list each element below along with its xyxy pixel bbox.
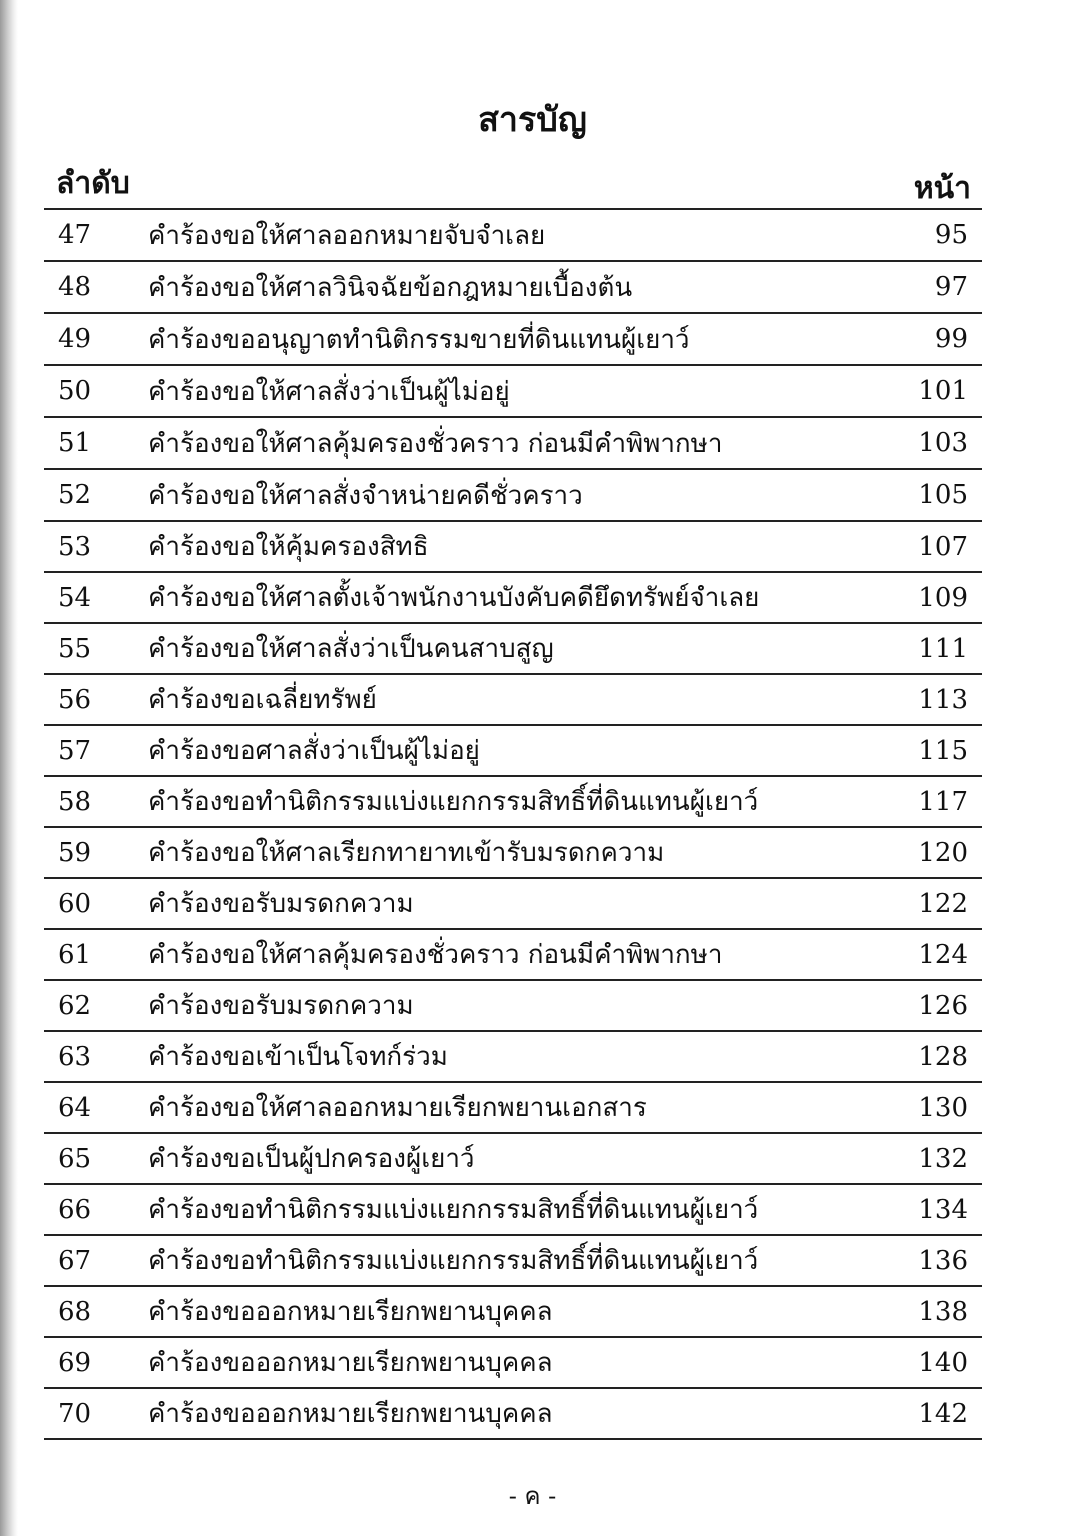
entry-number: 69 — [58, 1347, 92, 1378]
entry-page-number: 117 — [918, 786, 968, 817]
entry-number: 59 — [58, 837, 92, 868]
entry-page-number: 140 — [918, 1347, 968, 1378]
entry-title: คำร้องขออนุญาตทำนิติกรรมขายที่ดินแทนผู้เยาว์ — [148, 324, 690, 355]
toc-row — [44, 1287, 982, 1338]
entry-number: 47 — [58, 220, 92, 250]
entry-number: 64 — [58, 1092, 92, 1123]
entry-page-number: 113 — [918, 684, 968, 715]
entry-title: คำร้องขอเป็นผู้ปกครองผู้เยาว์ — [148, 1144, 475, 1174]
entry-title: คำร้องขอให้ศาลวินิจฉัยข้อกฎหมายเบื้องต้น — [148, 272, 633, 303]
entry-title: คำร้องขอให้ศาลตั้งเจ้าพนักงานบังคับคดียึดทรัพย์จำเลย — [148, 583, 760, 613]
entry-page-number: 95 — [934, 220, 968, 250]
entry-page-number: 126 — [918, 990, 968, 1021]
entry-page-number: 103 — [918, 428, 968, 458]
toc-row — [44, 470, 982, 522]
toc-row — [44, 262, 982, 314]
toc-row — [44, 210, 982, 262]
entry-title: คำร้องขอให้ศาลสั่งว่าเป็นผู้ไม่อยู่ — [148, 376, 510, 407]
entry-page-number: 136 — [918, 1245, 968, 1276]
toc-row — [44, 675, 982, 726]
toc-row — [44, 366, 982, 418]
entry-title: คำร้องขอให้ศาลคุ้มครองชั่วคราว ก่อนมีคำพิพากษา — [148, 940, 723, 970]
table-of-contents — [44, 208, 982, 1440]
entry-page-number: 132 — [918, 1143, 968, 1174]
entry-title: คำร้องขอรับมรดกความ — [148, 991, 414, 1021]
entry-number: 70 — [58, 1398, 92, 1429]
entry-number: 62 — [58, 990, 92, 1021]
entry-title: คำร้องขอเข้าเป็นโจทก์ร่วม — [148, 1042, 448, 1072]
entry-number: 56 — [58, 684, 92, 715]
entry-page-number: 115 — [918, 735, 968, 766]
toc-row — [44, 828, 982, 879]
page-title: สารบัญ — [478, 100, 587, 140]
column-header-order: ลำดับ — [56, 166, 130, 201]
entry-title: คำร้องขอให้ศาลสั่งว่าเป็นคนสาบสูญ — [148, 634, 554, 664]
entry-number: 66 — [58, 1194, 92, 1225]
toc-row — [44, 777, 982, 828]
entry-number: 63 — [58, 1041, 92, 1072]
entry-title: คำร้องขอรับมรดกความ — [148, 889, 414, 919]
entry-number: 54 — [58, 582, 92, 613]
entry-page-number: 101 — [918, 376, 968, 406]
page-footer: - ค - — [508, 1482, 557, 1510]
entry-title: คำร้องขอให้ศาลคุ้มครองชั่วคราว ก่อนมีคำพิพากษา — [148, 428, 723, 459]
entry-number: 57 — [58, 735, 92, 766]
entry-page-number: 134 — [918, 1194, 968, 1225]
entry-page-number: 138 — [918, 1296, 968, 1327]
entry-title: คำร้องขอออกหมายเรียกพยานบุคคล — [148, 1348, 553, 1378]
entry-number: 60 — [58, 888, 92, 919]
entry-page-number: 120 — [918, 837, 968, 868]
entry-page-number: 107 — [918, 531, 968, 562]
toc-row — [44, 1389, 982, 1440]
column-header-page: หน้า — [913, 171, 971, 206]
entry-title: คำร้องขอออกหมายเรียกพยานบุคคล — [148, 1399, 553, 1429]
entry-title: คำร้องขอออกหมายเรียกพยานบุคคล — [148, 1297, 553, 1327]
entry-title: คำร้องขอให้คุ้มครองสิทธิ — [148, 532, 429, 562]
entry-page-number: 109 — [918, 582, 968, 613]
entry-page-number: 97 — [934, 272, 968, 302]
entry-page-number: 124 — [918, 939, 968, 970]
toc-row — [44, 573, 982, 624]
entry-page-number: 105 — [918, 480, 968, 510]
toc-row — [44, 1236, 982, 1287]
entry-title: คำร้องขอทำนิติกรรมแบ่งแยกกรรมสิทธิ์ที่ดินแทนผู้เยาว์ — [148, 787, 759, 817]
entry-title: คำร้องขอให้ศาลสั่งจำหน่ายคดีชั่วคราว — [148, 480, 583, 511]
entry-number: 50 — [58, 376, 92, 406]
entry-title: คำร้องขอให้ศาลออกหมายเรียกพยานเอกสาร — [148, 1093, 647, 1123]
entry-number: 65 — [58, 1143, 92, 1174]
entry-number: 55 — [58, 633, 92, 664]
scan-shadow-edge — [0, 0, 18, 1536]
toc-row — [44, 879, 982, 930]
toc-row — [44, 1083, 982, 1134]
toc-row — [44, 418, 982, 470]
entry-number: 49 — [58, 324, 92, 354]
entry-number: 52 — [58, 480, 92, 510]
entry-title: คำร้องขอทำนิติกรรมแบ่งแยกกรรมสิทธิ์ที่ดินแทนผู้เยาว์ — [148, 1246, 759, 1276]
entry-page-number: 122 — [918, 888, 968, 919]
toc-row — [44, 981, 982, 1032]
entry-title: คำร้องขอศาลสั่งว่าเป็นผู้ไม่อยู่ — [148, 736, 480, 766]
entry-title: คำร้องขอเฉลี่ยทรัพย์ — [148, 685, 377, 715]
toc-row — [44, 930, 982, 981]
entry-page-number: 99 — [934, 324, 968, 354]
toc-row — [44, 726, 982, 777]
entry-number: 61 — [58, 939, 92, 970]
entry-title: คำร้องขอให้ศาลออกหมายจับจำเลย — [148, 220, 546, 251]
entry-number: 58 — [58, 786, 92, 817]
entry-title: คำร้องขอให้ศาลเรียกทายาทเข้ารับมรดกความ — [148, 838, 665, 868]
entry-number: 48 — [58, 272, 92, 302]
entry-page-number: 111 — [918, 633, 968, 664]
toc-row — [44, 624, 982, 675]
entry-number: 51 — [58, 428, 92, 458]
toc-row — [44, 1185, 982, 1236]
toc-row — [44, 522, 982, 573]
toc-row — [44, 1032, 982, 1083]
entry-page-number: 142 — [918, 1398, 968, 1429]
entry-number: 67 — [58, 1245, 92, 1276]
entry-page-number: 128 — [918, 1041, 968, 1072]
toc-row — [44, 314, 982, 366]
toc-row — [44, 1338, 982, 1389]
entry-number: 68 — [58, 1296, 92, 1327]
entry-title: คำร้องขอทำนิติกรรมแบ่งแยกกรรมสิทธิ์ที่ดินแทนผู้เยาว์ — [148, 1195, 759, 1225]
entry-page-number: 130 — [918, 1092, 968, 1123]
toc-row — [44, 1134, 982, 1185]
entry-number: 53 — [58, 531, 92, 562]
